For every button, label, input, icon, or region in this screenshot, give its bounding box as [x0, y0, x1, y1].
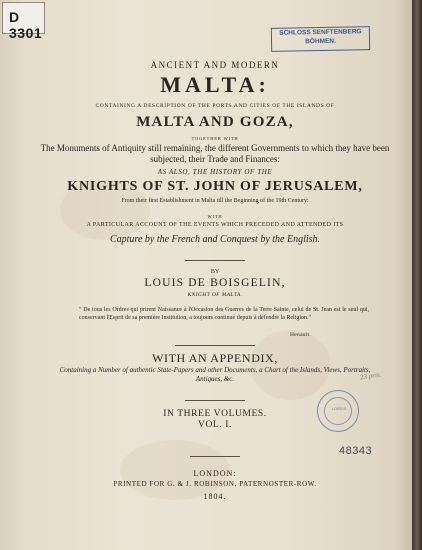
by-line: BY — [210, 269, 220, 275]
with-line: WITH — [207, 214, 223, 219]
volumes-line: IN THREE VOLUMES. — [163, 409, 267, 419]
main-title: MALTA: — [160, 72, 270, 97]
imprint-printer: PRINTED FOR G. & J. ROBINSON, PATERNOSTER-ROW. — [113, 480, 317, 488]
together-with: TOGETHER WITH — [191, 136, 239, 141]
divider-rule — [185, 260, 245, 261]
library-stamp-line1: SCHLOSS SENFTENBERG — [279, 28, 362, 37]
library-stamp-line2: BÖHMEN. — [305, 37, 336, 46]
library-stamp — [271, 26, 370, 52]
library-seal-text: LOBRIS — [331, 406, 347, 411]
pencil-note: 23 pris. — [359, 370, 382, 382]
accession-number: 48343 — [339, 445, 373, 457]
establishment-line: From their first Establishment in Malta till the Beginning of the 19th Century: — [121, 198, 309, 204]
imprint-place: LONDON: — [193, 469, 237, 478]
containing-line: CONTAINING A DESCRIPTION OF THE PORTS AND CITIES OF THE ISLANDS OF — [95, 103, 335, 109]
shelf-mark: D 3301 — [9, 9, 43, 41]
library-seal — [317, 390, 359, 432]
library-seal-inner-ring — [324, 397, 352, 425]
particular-account-line: A PARTICULAR ACCOUNT OF THE EVENTS WHICH PRECEDED AND ATTENDED ITS — [86, 222, 344, 228]
divider-rule — [190, 456, 240, 457]
epigraph: " De tous les Ordres qui prirent Naissance à l'Occasion des Guerres de la Terre Sainte, celui de St. Jean est le seul qui, conservant l'Esprit de sa première Institution, a toujours continué depuis à défendre la Religion." — [79, 307, 369, 321]
capture-line: Capture by the French and Conquest by the English. — [109, 234, 321, 245]
shelf-mark-label — [2, 2, 45, 41]
epigraph-source: Henault. — [290, 332, 312, 338]
book-edge — [412, 0, 422, 550]
knights-title: KNIGHTS OF ST. JOHN OF JERUSALEM, — [67, 179, 363, 194]
divider-rule — [175, 345, 255, 346]
imprint-year: 1804. — [203, 492, 227, 501]
volume-number: VOL. I. — [197, 420, 232, 430]
author-title: KNIGHT OF MALTA. — [187, 292, 243, 298]
pre-title: ANCIENT AND MODERN — [150, 60, 280, 70]
monuments-text: The Monuments of Antiquity still remaining, the different Governments to which they have been subjected, their Trade and Finances: — [40, 143, 390, 164]
appendix-title: WITH AN APPENDIX, — [152, 351, 278, 365]
as-also-line: AS ALSO, THE HISTORY OF THE — [157, 168, 273, 176]
author-name: LOUIS DE BOISGELIN, — [144, 277, 286, 289]
divider-rule — [185, 400, 245, 401]
islands-title: MALTA AND GOZA, — [136, 114, 294, 130]
appendix-contents: Containing a Number of authentic State-Papers and other Documents, a Chart of the Islands, Views, Portraits, Antiques, &c. — [59, 366, 371, 383]
